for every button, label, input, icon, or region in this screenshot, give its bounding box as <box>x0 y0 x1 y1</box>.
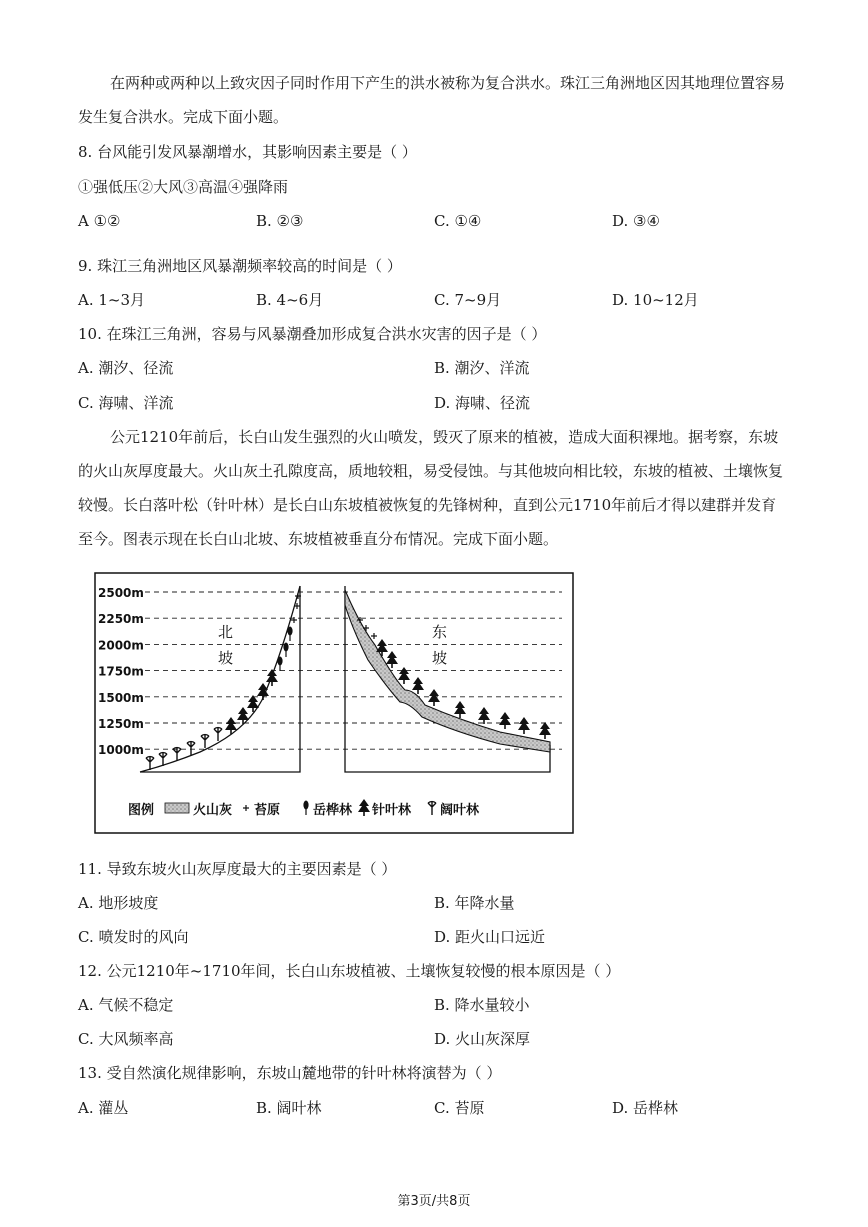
legend-ash-swatch <box>165 803 189 813</box>
conifer-symbol <box>478 707 490 724</box>
north-slope-vegetation <box>146 593 301 770</box>
legend-title: 图例 <box>128 803 155 818</box>
broadleaf-symbol <box>214 728 222 742</box>
conifer-symbol <box>247 695 259 712</box>
question-10-option-c: C. 海啸、洋流 <box>78 394 174 412</box>
conifer-symbol <box>257 683 269 700</box>
question-12-option-c: C. 大风频率高 <box>78 1030 174 1048</box>
conifer-symbol <box>237 707 249 724</box>
conifer-symbol <box>398 667 410 684</box>
north-slope-label-2: 坡 <box>218 649 234 667</box>
question-13-option-a: A. 灌丛 <box>78 1099 129 1117</box>
tundra-symbol <box>371 633 377 639</box>
legend-ash-label: 火山灰 <box>193 803 233 818</box>
legend-tundra-label: 苔原 <box>254 803 281 818</box>
conifer-symbol <box>428 689 440 706</box>
legend-broadleaf-label: 阔叶林 <box>440 803 480 818</box>
conifer-symbol <box>499 712 511 729</box>
birch-symbol <box>283 643 288 658</box>
east-slope-label-1: 东 <box>432 623 448 641</box>
question-12-option-d: D. 火山灰深厚 <box>434 1030 531 1048</box>
legend-tundra-icon <box>243 805 249 811</box>
legend-broadleaf-icon <box>428 802 436 816</box>
question-11-option-d: D. 距火山口远近 <box>434 928 546 946</box>
question-10-stem: 10. 在珠江三角洲，容易与风暴潮叠加形成复合洪水灾害的因子是（ ） <box>78 325 547 343</box>
question-8-option-c: C. ①④ <box>434 212 482 230</box>
figure-frame <box>95 573 573 833</box>
conifer-symbol <box>539 722 551 739</box>
question-8-option-d: D. ③④ <box>612 212 660 230</box>
elevation-tick-labels <box>98 586 144 757</box>
broadleaf-symbol <box>187 742 195 756</box>
question-13-option-d: D. 岳桦林 <box>612 1099 679 1117</box>
question-10-option-a: A. 潮汐、径流 <box>78 359 174 377</box>
conifer-symbol <box>266 669 278 686</box>
elevation-tick-label: 1250m <box>98 717 144 731</box>
elevation-tick-label: 1000m <box>98 743 144 758</box>
page-number: 第3页/共8页 <box>397 1194 471 1209</box>
east-slope-label-2: 坡 <box>432 649 448 667</box>
legend-birch-label: 岳桦林 <box>313 803 353 818</box>
question-11-option-c: C. 喷发时的风向 <box>78 928 189 946</box>
question-8-option-a: A ①② <box>78 212 121 230</box>
elevation-tick-label: 2250m <box>98 612 144 627</box>
question-8-option-b: B. ②③ <box>256 212 304 230</box>
question-8-factors: ①强低压②大风③高温④强降雨 <box>78 178 289 196</box>
question-13-stem: 13. 受自然演化规律影响，东坡山麓地带的针叶林将演替为（ ） <box>78 1064 502 1082</box>
question-9-option-a: A. 1~3月 <box>78 291 146 309</box>
question-13-option-c: C. 苔原 <box>434 1099 485 1117</box>
elevation-tick-label: 1500m <box>98 690 144 705</box>
passage-2: 公元1210年前后，长白山发生强烈的火山喷发，毁灭了原来的植被，造成大面积裸地。据考察，东坡的火山灰厚度最大。火山灰土孔隙度高，质地较粗，易受侵蚀。与其他坡向相比较，东坡的植被、土壤恢复较慢。长白落叶松（针叶林）是长白山东坡植被恢复的先锋树种，直到公元1710年前后才得以建群并发育至今。图表示现在长白山北坡、东坡植被垂直分布情况。完成下面小题。 <box>78 428 784 548</box>
question-8-stem: 8. 台风能引发风暴潮增水，其影响因素主要是（ ） <box>78 143 417 161</box>
question-11-option-a: A. 地形坡度 <box>78 894 159 912</box>
passage-1: 在两种或两种以上致灾因子同时作用下产生的洪水被称为复合洪水。珠江三角洲地区因其地理位置容易发生复合洪水。完成下面小题。 <box>78 74 786 126</box>
legend-conifer-icon <box>358 799 370 816</box>
legend-conifer-label: 针叶林 <box>372 803 412 818</box>
question-10-option-d: D. 海啸、径流 <box>434 394 531 412</box>
question-11-option-b: B. 年降水量 <box>434 894 515 912</box>
question-12-stem: 12. 公元1210年~1710年间，长白山东坡植被、土壤恢复较慢的根本原因是（ ） <box>78 962 621 980</box>
question-9-option-d: D. 10~12月 <box>612 291 699 309</box>
elevation-tick-label: 2000m <box>98 638 144 653</box>
legend-birch-icon <box>303 801 308 816</box>
question-9-option-b: B. 4~6月 <box>256 291 324 309</box>
elevation-tick-label: 1750m <box>98 664 144 679</box>
question-12-option-b: B. 降水量较小 <box>434 996 530 1014</box>
birch-symbol <box>287 627 292 642</box>
conifer-symbol <box>518 717 530 734</box>
question-13-option-b: B. 阔叶林 <box>256 1099 322 1117</box>
question-9-stem: 9. 珠江三角洲地区风暴潮频率较高的时间是（ ） <box>78 257 402 275</box>
question-12-option-a: A. 气候不稳定 <box>78 996 174 1014</box>
conifer-symbol <box>412 677 424 694</box>
conifer-symbol <box>454 701 466 718</box>
broadleaf-symbol <box>201 735 209 749</box>
volcanic-ash-layer <box>345 590 550 752</box>
north-slope-label-1: 北 <box>218 623 234 641</box>
question-10-option-b: B. 潮汐、洋流 <box>434 359 530 377</box>
question-11-stem: 11. 导致东坡火山灰厚度最大的主要因素是（ ） <box>78 860 397 878</box>
question-9-option-c: C. 7~9月 <box>434 291 502 309</box>
birch-symbol <box>277 657 282 672</box>
elevation-tick-label: 2500m <box>98 586 144 600</box>
